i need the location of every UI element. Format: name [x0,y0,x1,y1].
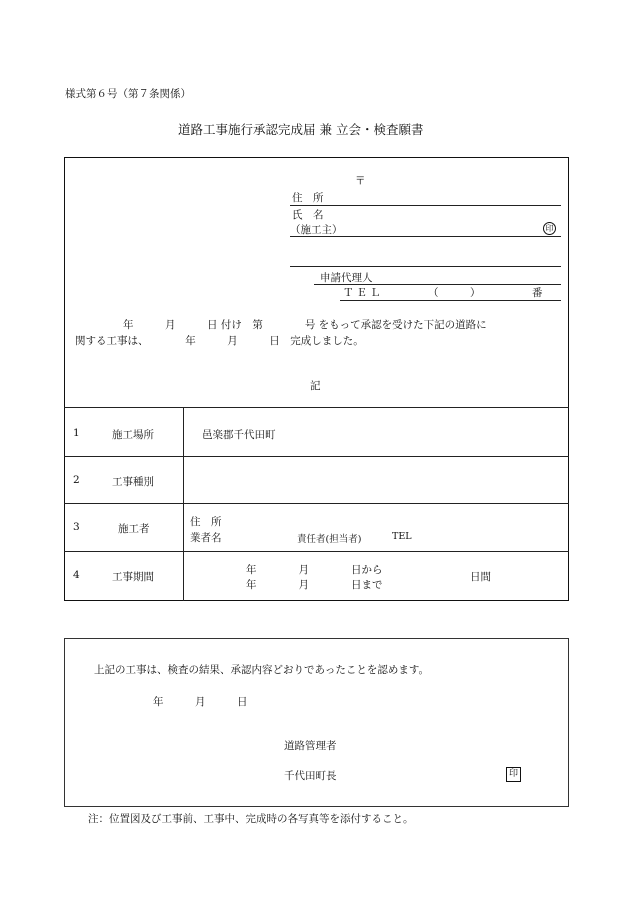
row-3-company-label: 業者名 [190,532,222,544]
tel-label: ＴＥＬ [343,287,384,299]
postal-mark: 〒 [355,175,366,187]
row-4-to: 年 月 日まで [246,579,383,591]
inspection-text: 上記の工事は、検査の結果、承認内容どおりであったことを認めます。 [94,664,430,676]
builder-label: （施工主） [290,224,343,236]
row-3-label: 施工者 [118,523,150,535]
tel-underline [340,300,561,301]
row-divider-2 [64,456,569,457]
mayor-label: 千代田町長 [284,770,337,782]
row-4-number: 4 [73,569,80,581]
road-admin-label: 道路管理者 [284,740,337,752]
row-2-number: 2 [73,474,80,486]
row-1-label: 施工場所 [112,429,154,441]
inspection-date: 年 月 日 [153,696,248,708]
column-divider [183,407,184,601]
row-divider-4 [64,551,569,552]
row-4-from: 年 月 日から [246,564,383,576]
row-1-number: 1 [73,427,80,439]
row-divider-3 [64,503,569,504]
tel-paren: （ ） [428,287,481,299]
statement-line-2: 関する工事は、 年 月 日 完成しました。 [75,335,364,347]
row-4-label: 工事期間 [112,571,154,583]
blank-underline [290,266,561,267]
ki-label: 記 [310,380,321,392]
form-number: 様式第６号（第７条関係） [65,88,191,100]
attachment-note: 注：位置図及び工事前、工事中、完成時の各写真等を添付すること。 [88,813,414,825]
agent-label: 申請代理人 [320,272,373,284]
row-1-value: 邑楽郡千代田町 [202,429,276,441]
row-3-person-label: 責任者(担当者) [297,534,362,545]
row-3-number: 3 [73,521,80,533]
row-4-days: 日間 [470,571,491,583]
mayor-seal-icon: 印 [506,767,521,782]
row-divider-1 [64,407,569,408]
name-underline [290,236,561,237]
name-label: 氏 名 [292,209,324,221]
address-label: 住 所 [292,192,324,204]
statement-line-1: 年 月 日 付け 第 号 をもって承認を受けた下記の道路に [123,319,487,331]
tel-ban: 番 [532,287,543,299]
row-3-tel-label: TEL [392,531,412,542]
row-2-label: 工事種別 [112,476,154,488]
applicant-seal-icon: 印 [543,222,556,235]
document-title: 道路工事施行承認完成届 兼 立会・検査願書 [178,122,424,137]
address-underline [290,205,561,206]
row-3-address-label: 住 所 [190,516,222,528]
